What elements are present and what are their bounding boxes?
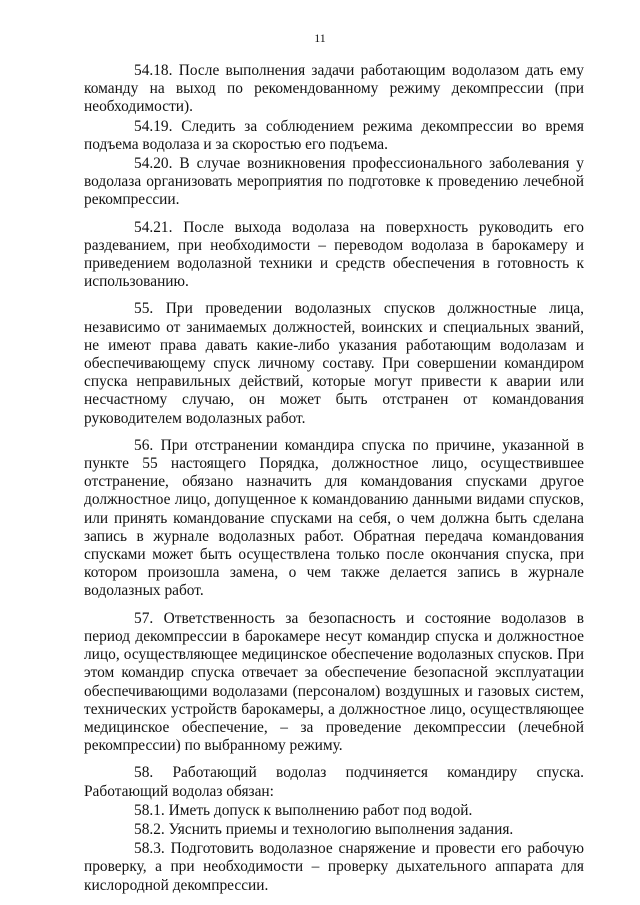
document-body bbox=[84, 62, 584, 895]
paragraph-54-18: 54.18. После выполнения задачи работающим водолазом дать ему команду на выход по рекомендованному режиму декомпрессии (при необходимости). bbox=[84, 62, 584, 116]
paragraph-58-2: 58.2. Уяснить приемы и технологию выполнения задания. bbox=[134, 820, 514, 838]
paragraph-54-20: 54.20. В случае возникновения профессионального заболевания у водолаза организовать мероприятия по подготовке к проведению лечебной рекомпрессии. bbox=[84, 155, 584, 209]
paragraph-56: 56. При отстранении командира спуска по причине, указанной в пункте 55 настоящего Порядка, должностное лицо, осуществившее отстранение, обязано назначить для командования спусками другое должностное лицо, допущенное к командованию данными видами спусков, или принять командование спусками на себя, о чем должна быть сделана запись в журнале водолазных работ. Обратная передача командования спусками может быть осуществлена только после окончания спуска, при котором произошла замена, о чем также делается запись в журнале водолазных работ. bbox=[84, 436, 584, 600]
paragraph-54-19: 54.19. Следить за соблюдением режима декомпрессии во время подъема водолаза и за скоростью его подъема. bbox=[84, 117, 584, 153]
paragraph-58: 58. Работающий водолаз подчиняется командиру спуска. Работающий водолаз обязан: bbox=[84, 764, 584, 800]
page-number: 11 bbox=[314, 31, 326, 45]
paragraph-58-1: 58.1. Иметь допуск к выполнению работ под водой. bbox=[134, 801, 473, 819]
paragraph-58-3: 58.3. Подготовить водолазное снаряжение и провести его рабочую проверку, а при необходимости – проверку дыхательного аппарата для кислородной декомпрессии. bbox=[84, 840, 584, 894]
paragraph-55: 55. При проведении водолазных спусков должностные лица, независимо от занимаемых должностей, воинских и специальных званий, не имеют права давать какие-либо указания работающим водолазам и обеспечивающему спуск личному составу. При совершении командиром спуска неправильных действий, которые могут привести к аварии или несчастному случаю, он может быть отстранен от командования руководителем водолазных работ. bbox=[84, 300, 584, 427]
paragraph-57: 57. Ответственность за безопасность и состояние водолазов в период декомпрессии в барокамере несут командир спуска и должностное лицо, осуществляющее медицинское обеспечение водолазных спусков. При этом командир спуска отвечает за обеспечение безопасной эксплуатации обеспечивающими водолазами (персоналом) воздушных и газовых систем, технических устройств барокамеры, а должностное лицо, осуществляющее медицинское обеспечение, – за проведение декомпрессии (лечебной рекомпрессии) по выбранному режиму. bbox=[84, 609, 584, 755]
paragraph-54-21: 54.21. После выхода водолаза на поверхность руководить его раздеванием, при необходимости – переводом водолаза в барокамеру и приведением водолазной техники и средств обеспечения в готовность к использованию. bbox=[84, 218, 584, 291]
